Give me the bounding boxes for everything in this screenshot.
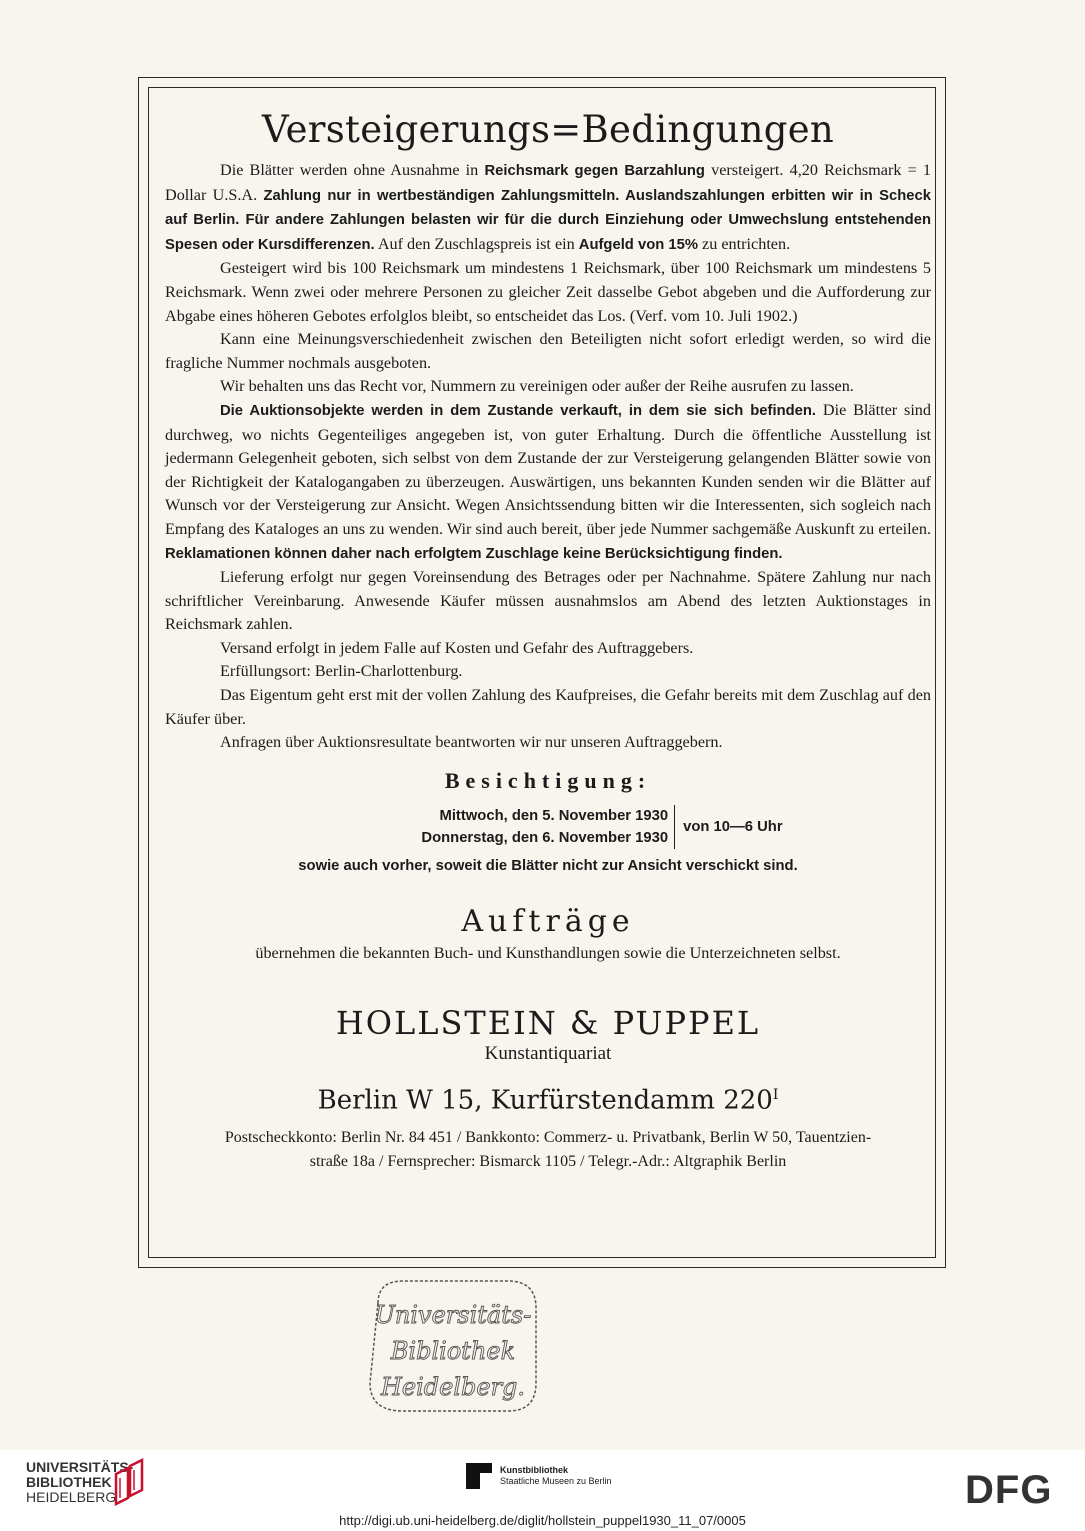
condition-paragraph: [165, 660, 931, 684]
ub-logo-icon: [110, 1458, 152, 1506]
text-run: Das Eigentum geht erst mit der vollen Zahlung des Kaufpreises, die Gefahr bereits mit dem Zuschlag auf den Käufer über.: [165, 686, 931, 728]
condition-paragraph: [165, 684, 931, 731]
firm-address-sup: I: [772, 1087, 779, 1104]
stamp-line-3: Heidelberg.: [380, 1373, 526, 1401]
text-run: versteigert. 4,20 Reichsmark = 1 Dollar U.S.A.: [165, 161, 931, 204]
library-stamp: [358, 1273, 548, 1423]
footer-bar: [0, 1450, 1085, 1531]
condition-paragraph: [165, 257, 931, 328]
text-run: Auf den Zuschlagspreis ist ein: [374, 234, 579, 253]
text-run: Wir behalten uns das Recht vor, Nummern zu vereinigen oder außer der Reihe ausrufen zu lassen.: [220, 377, 854, 396]
bold-text-run: Aufgeld von 15%: [578, 236, 698, 253]
page-content: [165, 100, 931, 1174]
condition-paragraph: [165, 159, 931, 257]
firm-name: HOLLSTEIN & PUPPEL: [335, 1004, 761, 1043]
orders-heading: Aufträge: [461, 904, 635, 940]
firm-address: [165, 1078, 931, 1118]
condition-paragraph: [165, 637, 931, 661]
firm-contacts: [165, 1126, 931, 1174]
kb-name: Kunstbibliothek: [500, 1465, 568, 1475]
condition-paragraph: [165, 731, 931, 755]
firm-address-text: Berlin W 15, Kurfürstendamm 220: [317, 1085, 773, 1116]
ub-line-1: UNIVERSITÄTS-: [26, 1459, 134, 1475]
text-run: Versand erfolgt in jedem Falle auf Kosten und Gefahr des Auftraggebers.: [220, 638, 694, 657]
page-title: Versteigerungs=Bedingungen: [261, 108, 835, 151]
bold-text-run: Reklamationen können daher nach erfolgtem Zuschlage keine Berücksichtigung finden.: [165, 545, 783, 562]
conditions-text: [165, 159, 931, 755]
viewing-time: von 10—6 Uhr: [683, 818, 783, 835]
text-run: Anfragen über Auktionsresultate beantworten wir nur unseren Auftraggebern.: [220, 733, 723, 752]
stamp-line-2: Bibliothek: [390, 1337, 516, 1365]
ub-line-2: BIBLIOTHEK: [26, 1474, 112, 1490]
dfg-logo[interactable]: [965, 1470, 1070, 1506]
kb-text: [500, 1465, 612, 1487]
contacts-line-1: Postscheckkonto: Berlin Nr. 84 451 / Bankkonto: Commerz- u. Privatbank, Berlin W 50, Tauentzien-: [224, 1128, 872, 1146]
kunstbibliothek-logo[interactable]: [466, 1463, 612, 1489]
ub-line-3: HEIDELBERG: [26, 1489, 117, 1505]
permalink-url[interactable]: http://digi.ub.uni-heidelberg.de/diglit/hollstein_puppel1930_11_07/0005: [339, 1513, 746, 1528]
dfg-logo-text: DFG: [965, 1470, 1053, 1506]
viewing-date-1: Mittwoch, den 5. November 1930: [439, 807, 669, 824]
viewing-note: sowie auch vorher, soweit die Blätter nicht zur Ansicht verschickt sind.: [298, 857, 798, 874]
text-run: Die Blätter werden ohne Ausnahme in: [220, 161, 485, 179]
condition-paragraph: [165, 328, 931, 375]
viewing-dates: [165, 805, 931, 849]
kb-subtitle: Staatliche Museen zu Berlin: [500, 1476, 612, 1486]
contacts-line-2: straße 18a / Fernsprecher: Bismarck 1105 / Telegr.-Adr.: Altgraphik Berlin: [309, 1152, 787, 1170]
text-run: zu entrichten.: [698, 234, 791, 253]
condition-paragraph: [165, 566, 931, 637]
viewing-date-list: [421, 805, 675, 849]
viewing-heading: Besichtigung:: [444, 767, 652, 793]
bold-text-run: Reichsmark gegen Barzahlung: [484, 163, 705, 179]
condition-paragraph: [165, 399, 931, 566]
firm-subtitle: Kunstantiquariat: [484, 1043, 612, 1065]
text-run: Gesteigert wird bis 100 Reichsmark um mindestens 1 Reichsmark, über 100 Reichsmark um mindestens 5 Reichsmark. Wenn zwei oder mehrere Personen zu gleicher Zeit dasselbe Gebot abgeben und die Aufforderung zur Abgabe eines höheren Gebotes erfolglos bleibt, so entscheidet das Los. (Verf. vom 10. Juli 1902.): [165, 259, 931, 325]
text-run: Erfüllungsort: Berlin-Charlottenburg.: [220, 662, 463, 681]
condition-paragraph: [165, 375, 931, 399]
bold-text-run: Die Auktionsobjekte werden in dem Zustande verkauft, in dem sie sich befinden.: [220, 402, 817, 419]
kunstbibliothek-icon: [466, 1463, 492, 1489]
text-run: Kann eine Meinungsverschiedenheit zwischen den Beteiligten nicht sofort erledigt werden, so wird die fragliche Nummer nochmals ausgeboten.: [165, 330, 931, 372]
text-run: Die Blätter sind durchweg, wo nichts Gegenteiliges angegeben ist, von guter Erhaltung. Durch die öffentliche Ausstellung ist jedermann Gelegenheit geboten, sich selbst von dem Zustande der zur Versteigerung gelangenden Blätter sowie von der Richtigkeit der Katalogangaben zu überzeugen. Auswärtigen, uns bekannten Kunden senden wir die Blätter auf Wunsch vor der Versteigerung zur Ansicht. Wegen Ansichtssendung bitten wir die Interessenten, sich sogleich nach Empfang des Kataloges an uns zu wenden. Wir sind auch bereit, über jede Nummer sachgemäße Auskunft zu erteilen.: [165, 400, 931, 538]
bold-text-run: Zahlung nur in wertbeständigen Zahlungsmitteln. Auslandszahlungen erbitten wir in Scheck auf Berlin. Für andere Zahlungen belasten wir für die durch Einziehung oder Umwechslung entstehenden Spesen oder Kursdifferenzen.: [165, 187, 931, 253]
text-run: Lieferung erfolgt nur gegen Voreinsendung des Betrages oder per Nachnahme. Spätere Zahlung nur nach schriftlicher Vereinbarung. Anwesende Käufer müssen ausnahmslos am Abend des letzten Auktionstages in Reichsmark zahlen.: [165, 568, 931, 634]
stamp-line-1: Universitäts-: [374, 1301, 532, 1329]
orders-text: übernehmen die bekannten Buch- und Kunsthandlungen sowie die Unterzeichneten selbst.: [255, 944, 841, 963]
viewing-date-2: Donnerstag, den 6. November 1930: [421, 829, 669, 846]
